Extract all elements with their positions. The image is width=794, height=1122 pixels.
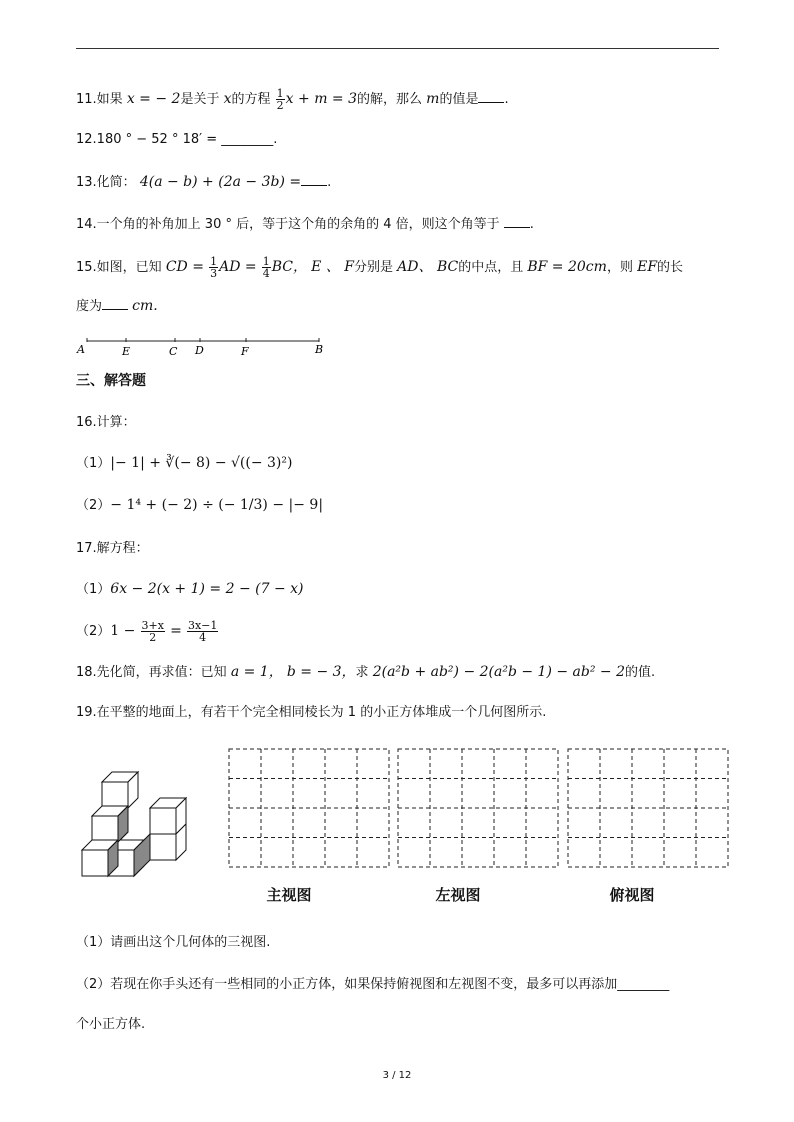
q18-suffix: 的值. (625, 665, 656, 680)
q16-title: 16.计算： (76, 415, 136, 430)
q13-end: . (327, 175, 332, 190)
q16-p1-label: （1） (76, 456, 111, 471)
q15-ef-2: EF (637, 259, 658, 275)
q15-bc: BC， (271, 259, 308, 275)
q15-bf: BF = 20cm (527, 259, 607, 275)
q13-prefix: 13.化简： (76, 175, 136, 190)
caption-left-view: 左视图 (435, 886, 481, 904)
left-view-grid[interactable] (397, 748, 559, 868)
q18-a-value: a = 1， (230, 664, 283, 680)
label-d: D (195, 344, 204, 357)
q13-answer-blank[interactable] (301, 172, 327, 186)
q17-p2-label: （2） (76, 624, 111, 639)
caption-front-view: 主视图 (266, 886, 312, 904)
q11-text-2: 的方程 (231, 92, 271, 107)
section-title: 三、解答题 (76, 373, 146, 389)
q13-expression: 4(a − b) + (2a − 3b) = (139, 174, 302, 190)
q15-ad: AD = (219, 259, 257, 275)
q15-fraction-2: $\frac{1}{4}$ (262, 255, 270, 280)
question-13 (76, 172, 331, 192)
q15-prefix: 15.如图，已知 (76, 260, 162, 275)
q15-text-3: ，则 (606, 260, 633, 275)
q11-fraction: $\frac{1}{2}$ (276, 87, 284, 112)
q17-p2-one: 1 − (110, 623, 136, 639)
question-11 (76, 88, 509, 111)
q18-b-value: b = − 3， (286, 664, 356, 680)
q19-part-1: （1）请画出这个几何体的三视图. (76, 935, 271, 950)
q18-expression: 2(a²b + ab²) − 2(a²b − 1) − ab² − 2 (372, 664, 626, 680)
cube-top (102, 772, 138, 808)
top-view-grid[interactable] (567, 748, 729, 868)
header-rule (76, 48, 719, 49)
q17-title: 17.解方程： (76, 541, 149, 556)
q15-suffix: 的长 (657, 260, 684, 275)
q14-text: 14.一个角的补角加上 30 ° 后，等于这个角的余角的 4 倍，则这个角等于 (76, 217, 500, 232)
label-f: F (241, 345, 249, 358)
question-18 (76, 663, 655, 682)
q18-text: 求 (355, 665, 369, 680)
caption-top-view: 俯视图 (609, 886, 655, 904)
q11-var-m: m (426, 91, 440, 107)
q16-part-2 (76, 496, 323, 515)
question-14 (76, 214, 534, 234)
q17-part-2 (76, 620, 219, 643)
q11-end: . (504, 92, 509, 107)
q11-text-3: 的解，那么 (357, 92, 423, 107)
q11-text-1: 是关于 (180, 92, 220, 107)
q15-fraction-1: $\frac{1}{3}$ (210, 255, 218, 280)
q11-answer-blank[interactable] (478, 89, 504, 103)
q11-equation: x + m = 3 (285, 91, 358, 107)
q17-p1-label: （1） (76, 582, 111, 597)
label-b: B (315, 343, 324, 356)
q15-ad-bc: AD、 BC (397, 259, 459, 275)
q15-cd: CD = (165, 259, 204, 275)
q16-p1-expression: |− 1| + ∛(− 8) − √((− 3)²) (110, 455, 293, 471)
front-view-grid[interactable] (228, 748, 390, 868)
q11-prefix: 11.如果 (76, 92, 123, 107)
q17-p1-expression: 6x − 2(x + 1) = 2 − (7 − x) (110, 581, 304, 597)
q16-part-1 (76, 454, 292, 473)
q15-text-1: 分别是 (354, 260, 394, 275)
cube-right-top (150, 798, 186, 834)
q15-unit: cm. (132, 298, 158, 314)
q11-var: x (223, 91, 232, 107)
q17-part-1 (76, 580, 304, 599)
q15-ef: E 、 F (311, 259, 354, 275)
q17-fraction-2: $\frac{3x-1}{4}$ (187, 619, 218, 644)
q19-text: 19.在平整的地面上，有若干个完全相同棱长为 1 的小正方体堆成一个几何图所示. (76, 705, 547, 720)
q16-p2-label: （2） (76, 498, 111, 513)
q15-answer-blank[interactable] (102, 296, 128, 310)
q18-prefix: 18.先化简，再求值：已知 (76, 665, 227, 680)
question-15 (76, 256, 683, 279)
label-a: A (77, 343, 85, 356)
q15-line2-prefix: 度为 (76, 299, 103, 314)
question-12 (76, 131, 277, 149)
q17-fraction-1: $\frac{3+x}{2}$ (141, 619, 164, 644)
cube-stack-figure (78, 770, 202, 890)
q19-part-2-cont: 个小正方体. (76, 1017, 146, 1032)
page-number: 3 / 12 (382, 1070, 412, 1081)
segment-figure (77, 337, 324, 358)
q16-p2-expression: − 1⁴ + (− 2) ÷ (− 1/3) − |− 9| (110, 497, 324, 513)
q17-equals: = (170, 623, 182, 639)
label-e: E (122, 345, 131, 358)
q15-text-2: 的中点，且 (458, 260, 524, 275)
q19-part-2: （2）若现在你手头还有一些相同的小正方体，如果保持俯视图和左视图不变，最多可以再添加________ (76, 977, 670, 992)
q14-end: . (529, 217, 534, 232)
q12-text: 12.180 ° − 52 ° 18′ = ________. (76, 132, 278, 147)
q11-suffix: 的值是 (439, 92, 479, 107)
q11-condition: x = − 2 (126, 91, 181, 107)
label-c: C (169, 345, 178, 358)
question-15-line-2 (76, 296, 158, 316)
q14-answer-blank[interactable] (504, 214, 530, 228)
